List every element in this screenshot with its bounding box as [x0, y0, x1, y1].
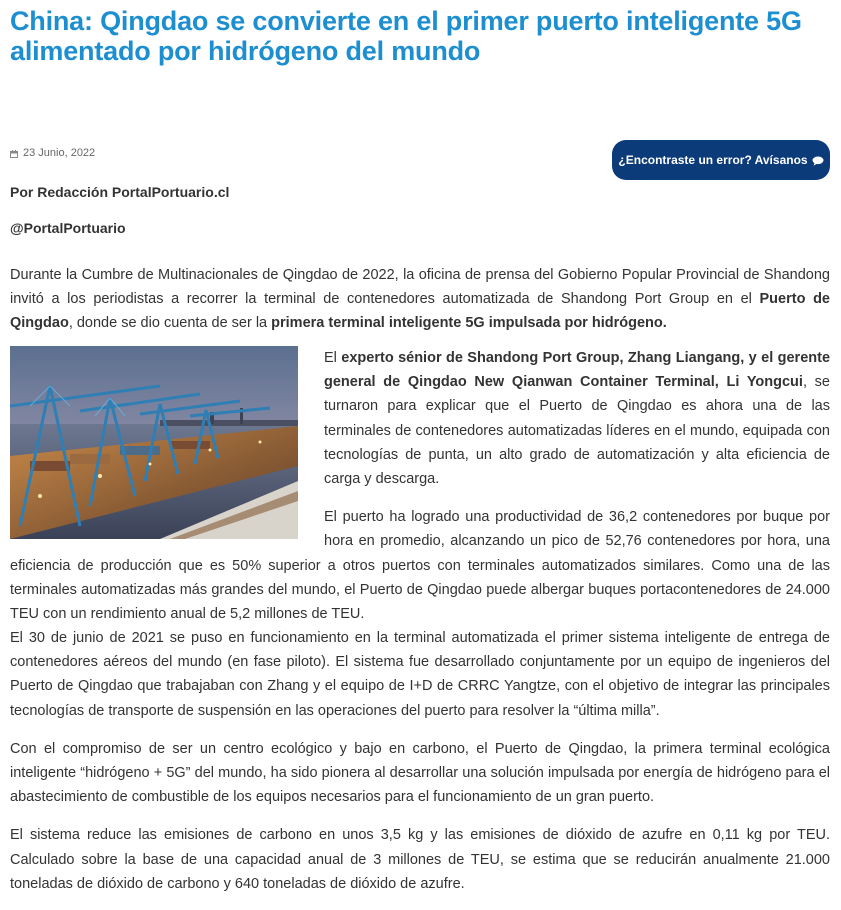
paragraph-emissions: El sistema reduce las emisiones de carbono en unos 3,5 kg y las emisiones de dióxido de azufre en 0,11 kg por TEU. Calculado sobre la base de una capacidad anual de 3 millones de TEU, se estima que se reducirán anualmente 21.000 toneladas de dióxido de carbono y 640 toneladas de dióxido de azufre. — [10, 827, 830, 892]
paragraph-intro: Durante la Cumbre de Multinacionales de Qingdao de 2022, la oficina de prensa del Gobierno Popular Provincial de Shandong invitó a los periodistas a recorrer la terminal de contenedores automatizada de Shandong Port Group en el Puerto de Qingdao, donde se dio cuenta de ser la primera terminal inteligente 5G impulsada por hidrógeno. — [10, 267, 830, 332]
port-photo — [10, 346, 298, 539]
report-error-button[interactable] — [612, 140, 830, 180]
article-title: China: Qingdao se convierte en el primer puerto inteligente 5G alimentado por hidrógeno del mundo — [10, 6, 802, 66]
calendar-icon — [10, 149, 18, 157]
author-handle: @PortalPortuario — [10, 220, 126, 236]
paragraph-experts: El experto sénior de Shandong Port Group, Zhang Liangang, y el gerente general de Qingdao New Qianwan Container Terminal, Li Yongcui, se turnaron para explicar que el Puerto de Qingdao es ahora una de las terminales de contenedores automatizadas líderes en el mundo, equipada con tecnologías de punta, un alto grado de automatización y alta eficiencia de carga y descarga. — [324, 350, 831, 488]
paragraph-productivity: El puerto ha logrado una productividad de 36,2 contenedores por buque por hora en promedio, alcanzando un pico de 52,76 contenedores por hora, una eficiencia de producción que es 50% superior a otros puertos con terminales automatizados similares. Como una de las terminales automatizadas más grandes del mundo, el Puerto de Qingdao puede albergar buques portacontenedores de 24.000 TEU con un rendimiento anual de 5,2 millones de TEU. — [10, 509, 830, 623]
chat-bubble-icon — [812, 155, 824, 165]
report-error-label: ¿Encontraste un error? Avísanos — [618, 153, 808, 167]
publish-date-text: 23 Junio, 2022 — [23, 147, 96, 159]
paragraph-hydrogen: Con el compromiso de ser un centro ecológico y bajo en carbono, el Puerto de Qingdao, la primera terminal ecológica inteligente “hidrógeno + 5G” del mundo, ha sido pionera al desarrollar una solución impulsada por energía de hidrógeno para el abastecimiento de combustible de los equipos necesarios para el funcionamiento de un gran puerto. — [10, 740, 830, 806]
article-body-rest — [10, 626, 830, 910]
author-byline: Por Redacción PortalPortuario.cl — [10, 184, 230, 200]
paragraph-delivery-system: El 30 de junio de 2021 se puso en funcionamiento en la terminal automatizada el primer sistema inteligente de entrega de contenedores aéreos del mundo (en fase piloto). El sistema fue desarrollado conjuntamente por un equipo de ingenieros del Puerto de Qingdao que trabajaban con Zhang y el equipo de I+D de CRRC Yangtze, con el objetivo de integrar las principales tecnologías de transporte de suspensión en las operaciones del puerto para resolver la “última milla”. — [10, 630, 830, 719]
article-body-with-photo — [10, 346, 830, 626]
publish-date — [10, 147, 95, 159]
